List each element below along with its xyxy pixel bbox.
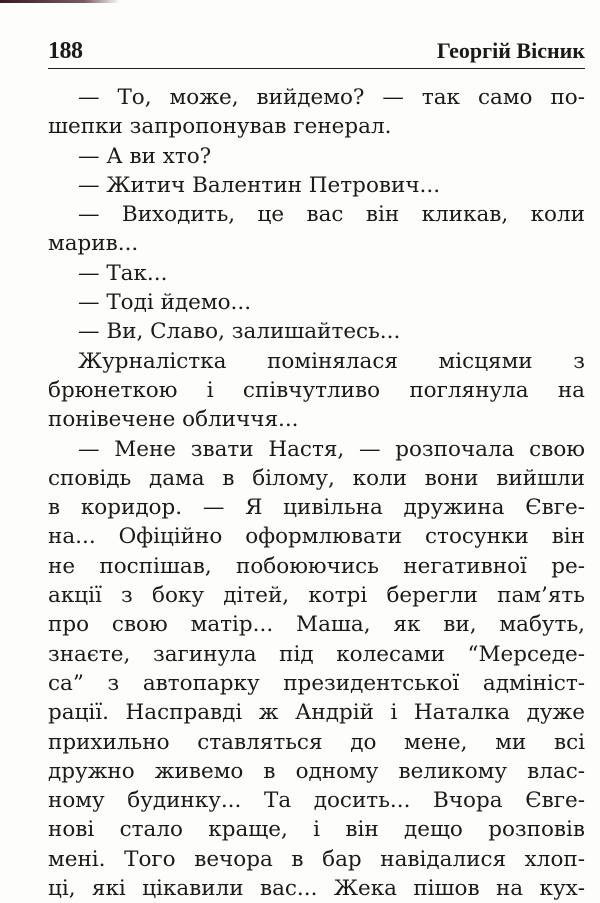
text-line: в коридор. — Я цивільна дружина Євге- [48,495,585,521]
text-line: понівечене обличчя... [48,407,299,433]
text-line: — Мене звати Настя, — розпочала свою [78,436,585,462]
body-text [48,83,585,903]
text-line: рації. Насправді ж Андрій і Наталка дуже [48,700,585,726]
running-header [48,38,585,69]
text-line: Журналістка помінялася місцями з [78,348,585,374]
text-line: — А ви хто? [78,143,212,169]
text-line: дружно живемо в одному великому влас- [48,758,585,784]
text-line: — Тоді йдемо... [78,290,252,316]
text-line: ному будинку... Та досить... Вчора Євге- [48,788,585,814]
text-line: — Житич Валентин Петрович... [78,172,441,198]
author-name: Георгій Вісник [436,38,585,63]
text-line: сповідь дама в білому, коли вони вийшли [48,465,585,491]
text-line: — Так... [78,260,168,286]
text-line: — Виходить, це вас він кликав, коли [78,202,585,228]
text-line: марив... [48,231,139,257]
text-line: знаєте, загинула під колесами “Мерседе- [48,641,585,667]
text-line: ці, які цікавили вас... Жека пішов на кух- [48,876,585,902]
text-line: прихильно ставляться до мене, ми всі [48,729,585,755]
page-edge-shadow [0,0,120,3]
page-number: 188 [48,38,83,64]
book-page [48,38,585,903]
text-line: — То, може, вийдемо? — так само по- [78,85,585,110]
text-line: акції з боку дітей, котрі берегли пам’ять [48,583,585,609]
text-line: шепки запропонував генерал. [48,114,392,140]
text-line: — Ви, Славо, залишайтесь... [78,319,401,345]
text-line: на... Офіційно оформлювати стосунки він [48,524,585,550]
text-line: мені. Того вечора в бар навідалися хлоп- [48,846,585,872]
text-line: про свою матір... Маша, як ви, мабуть, [48,612,585,638]
text-line: нові стало краще, і він дещо розповів [48,817,585,843]
text-line: брюнеткою і співчутливо поглянула на [48,377,585,403]
text-line: не поспішав, побоюючись негативної ре- [48,553,585,579]
text-line: са” з автопарку президентської адмініст- [48,670,585,696]
